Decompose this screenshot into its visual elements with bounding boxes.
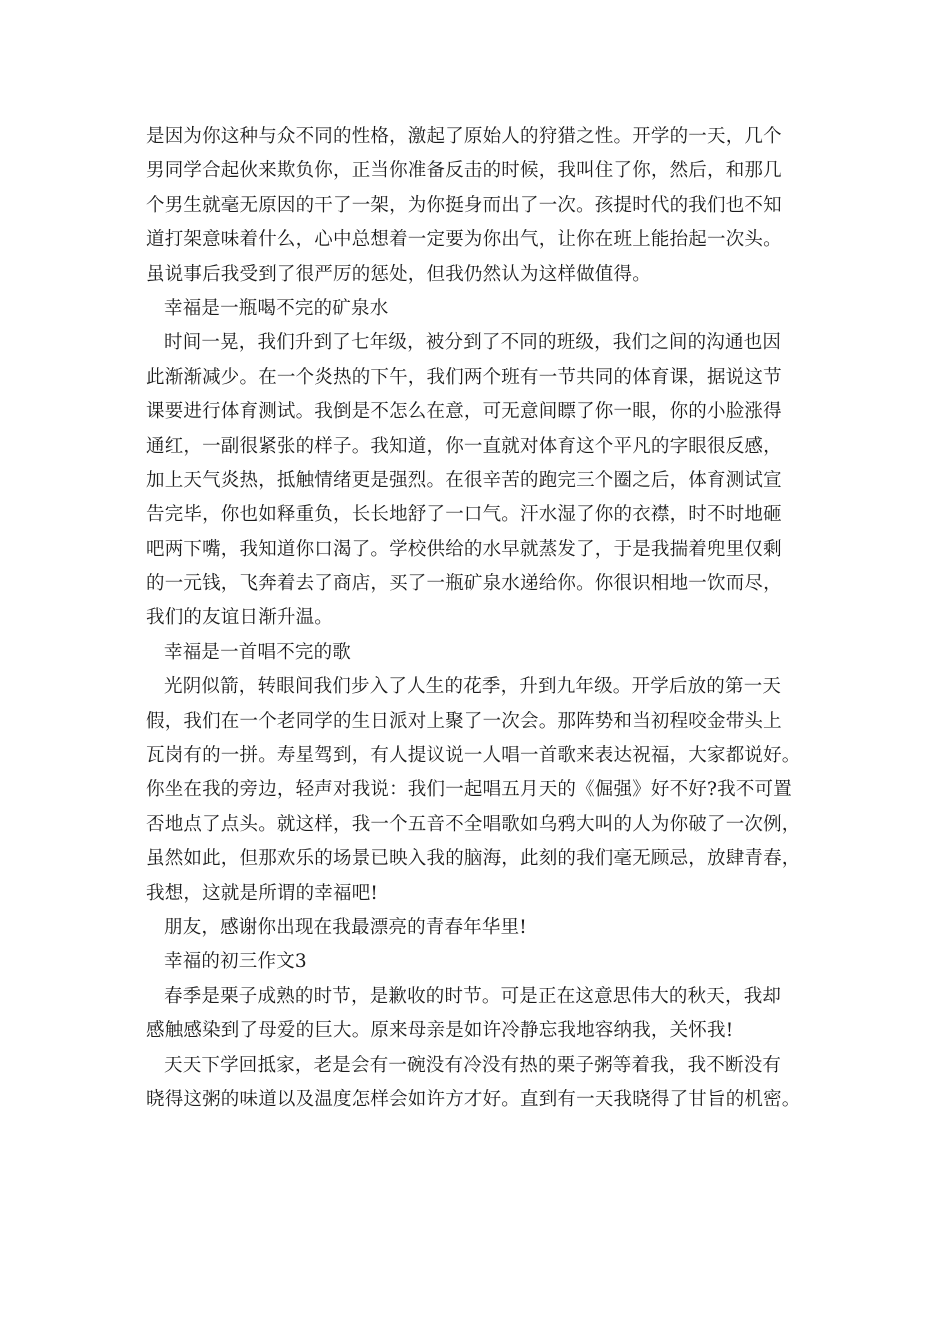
- paragraph-start-line: 时间一晃，我们升到了七年级，被分到了不同的班级，我们之间的沟通也因: [164, 332, 782, 354]
- paragraph-start-line: 天天下学回抵家，老是会有一碗没有冷没有热的栗子粥等着我，我不断没有: [164, 1054, 782, 1076]
- section-heading: 幸福的初三作文3: [164, 951, 307, 973]
- text-line: 虽然如此，但那欢乐的场景已映入我的脑海，此刻的我们毫无顾忌，放肆青春，: [146, 848, 801, 870]
- text-line: 否地点了点头。就这样，我一个五音不全唱歌如乌鸦大叫的人为你破了一次例，: [146, 813, 801, 835]
- document-body: [146, 120, 806, 1117]
- paragraph-start-line: 春季是栗子成熟的时节，是歉收的时节。可是正在这意思伟大的秋天，我却: [164, 985, 782, 1007]
- text-line: 你坐在我的旁边，轻声对我说：我们一起唱五月天的《倔强》好不好?我不可置: [146, 779, 792, 801]
- text-line: 是因为你这种与众不同的性格，激起了原始人的狩猎之性。开学的一天，几个: [146, 126, 782, 147]
- text-line: 假，我们在一个老同学的生日派对上聚了一次会。那阵势和当初程咬金带头上: [146, 710, 782, 732]
- text-line: 瓦岗有的一拼。寿星驾到，有人提议说一人唱一首歌来表达祝福，大家都说好。: [146, 745, 801, 767]
- section-heading: 幸福是一首唱不完的歌: [164, 641, 352, 663]
- text-line: 吧两下嘴，我知道你口渴了。学校供给的水早就蒸发了，于是我揣着兜里仅剩: [146, 538, 782, 560]
- text-line: 虽说事后我受到了很严厉的惩处，但我仍然认为这样做值得。: [146, 263, 651, 285]
- text-line: 的一元钱，飞奔着去了商店，买了一瓶矿泉水递给你。你很识相地一饮而尽，: [146, 573, 782, 595]
- text-line: 男同学合起伙来欺负你，正当你准备反击的时候，我叫住了你，然后，和那几: [146, 160, 782, 182]
- text-line: 晓得这粥的味道以及温度怎样会如许方才好。直到有一天我晓得了甘旨的机密。: [146, 1088, 801, 1110]
- paragraph-start-line: 朋友，感谢你出现在我最漂亮的青春年华里!: [164, 916, 527, 938]
- text-line: 告完毕，你也如释重负，长长地舒了一口气。汗水湿了你的衣襟，时不时地砸: [146, 504, 782, 526]
- text-line: 我们的友谊日渐升温。: [146, 607, 334, 629]
- text-line: 课要进行体育测试。我倒是不怎么在意，可无意间瞟了你一眼，你的小脸涨得: [146, 401, 782, 423]
- text-line: 个男生就毫无原因的干了一架，为你挺身而出了一次。孩提时代的我们也不知: [146, 194, 782, 216]
- text-line: 道打架意味着什么，心中总想着一定要为你出气，让你在班上能抬起一次头。: [146, 229, 782, 251]
- paragraph-start-line: 光阴似箭，转眼间我们步入了人生的花季，升到九年级。开学后放的第一天: [164, 676, 782, 698]
- section-heading: 幸福是一瓶喝不完的矿泉水: [164, 297, 389, 319]
- text-line: 加上天气炎热，抵触情绪更是强烈。在很辛苦的跑完三个圈之后，体育测试宣: [146, 469, 782, 491]
- text-line: 此渐渐减少。在一个炎热的下午，我们两个班有一节共同的体育课，据说这节: [146, 366, 782, 388]
- text-line: 我想，这就是所谓的幸福吧!: [146, 882, 379, 904]
- text-line: 感触感染到了母爱的巨大。原来母亲是如许冷静忘我地容纳我，关怀我!: [146, 1020, 734, 1042]
- text-line: 通红，一副很紧张的样子。我知道，你一直就对体育这个平凡的字眼很反感，: [146, 435, 782, 457]
